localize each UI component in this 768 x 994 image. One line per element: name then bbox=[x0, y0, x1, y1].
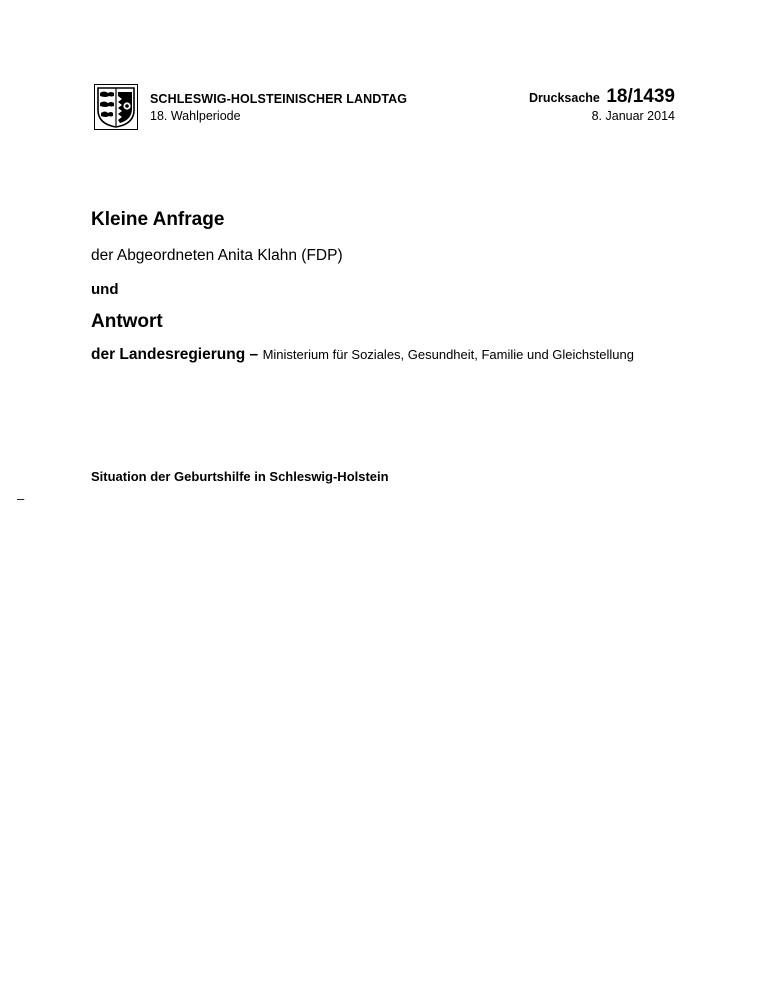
questioner: der Abgeordneten Anita Klahn (FDP) bbox=[91, 247, 343, 264]
drucksache-label: Drucksache bbox=[528, 91, 600, 105]
responder-ministry: Ministerium für Soziales, Gesundheit, Familie und Gleichstellung bbox=[262, 347, 634, 362]
document-type-title: Kleine Anfrage bbox=[91, 209, 225, 230]
drucksache-number: 18/1439 bbox=[606, 86, 675, 107]
answer-title: Antwort bbox=[91, 311, 163, 332]
electoral-period: 18. Wahlperiode bbox=[150, 109, 241, 123]
drucksache-reference bbox=[529, 86, 675, 108]
margin-mark: – bbox=[17, 491, 25, 506]
responder-government: der Landesregierung – bbox=[91, 346, 259, 363]
parliament-name: SCHLESWIG-HOLSTEINISCHER LANDTAG bbox=[150, 92, 408, 106]
conjunction: und bbox=[91, 281, 119, 298]
issue-date: 8. Januar 2014 bbox=[591, 109, 675, 123]
subject-title: Situation der Geburtshilfe in Schleswig-Holstein bbox=[91, 469, 389, 484]
responder bbox=[91, 346, 691, 364]
coat-of-arms-icon bbox=[94, 84, 138, 130]
